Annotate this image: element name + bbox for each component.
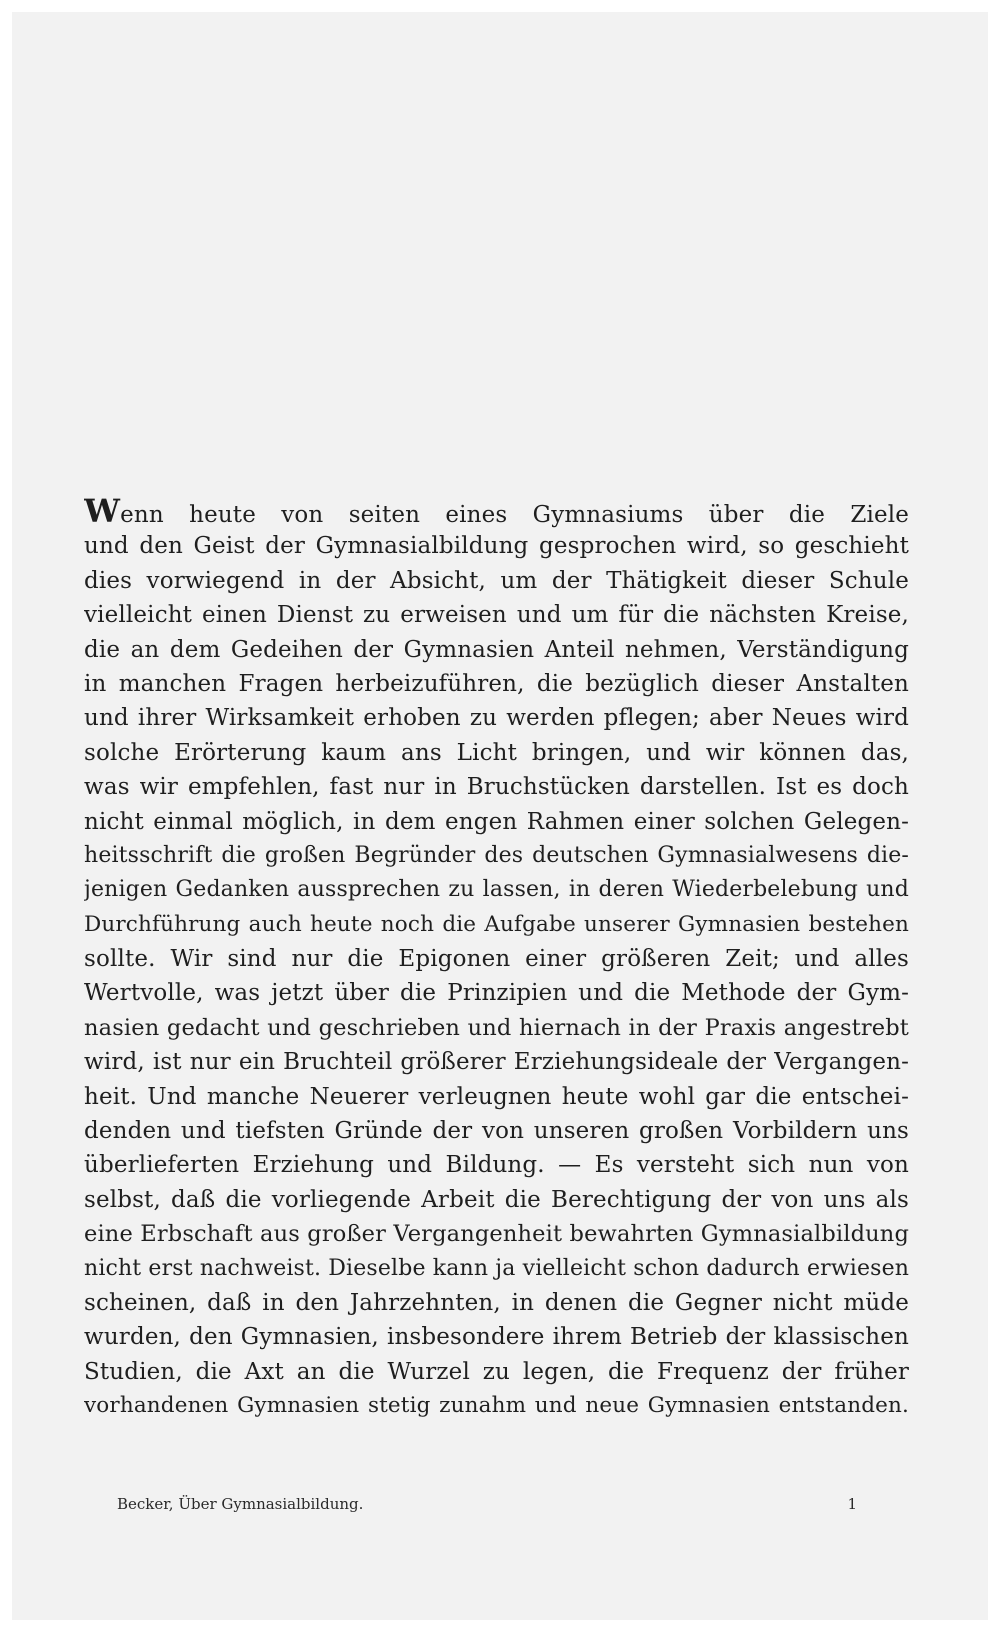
text-line: vielleicht einen Dienst zu erweisen und um für die nächsten Kreise, (84, 602, 909, 629)
text-line: Wertvolle, was jetzt über die Prinzipien und die Methode der Gym- (84, 980, 909, 1007)
text-line: wird, ist nur ein Bruchteil größerer Erziehungsideale der Vergangen- (84, 1049, 909, 1076)
document-page (12, 12, 988, 1620)
text-line: solche Erörterung kaum ans Licht bringen, und wir können das, (84, 739, 909, 766)
signature-mark: Becker, Über Gymnasialbildung. (117, 1495, 364, 1513)
text-line: eine Erbschaft aus großer Vergangenheit bewahrten Gymnasialbildung (84, 1221, 909, 1248)
text-line: heit. Und manche Neuerer verleugnen heute wohl gar die entschei- (84, 1083, 909, 1110)
text-line: jenigen Gedanken aussprechen zu lassen, in deren Wiederbelebung und (84, 877, 909, 903)
text-line: vorhandenen Gymnasien stetig zunahm und neue Gymnasien entstanden. (84, 1393, 909, 1419)
text-line: die an dem Gedeihen der Gymnasien Anteil nehmen, Verständigung (84, 636, 909, 663)
text-line: wurden, den Gymnasien, insbesondere ihrem Betrieb der klassischen (84, 1324, 909, 1351)
text-line: denden und tiefsten Gründe der von unseren großen Vorbildern uns (84, 1118, 909, 1145)
text-line: selbst, daß die vorliegende Arbeit die Berechtigung der von uns als (84, 1186, 909, 1213)
text-line: in manchen Fragen herbeizuführen, die bezüglich dieser Anstalten (84, 670, 909, 697)
text-line: was wir empfehlen, fast nur in Bruchstücken darstellen. Ist es doch (84, 774, 909, 801)
text-line: Durchführung auch heute noch die Aufgabe unserer Gymnasien bestehen (84, 911, 909, 937)
text-line: überlieferten Erziehung und Bildung. — Es versteht sich nun von (84, 1152, 909, 1179)
text-line: und den Geist der Gymnasialbildung gesprochen wird, so geschieht (84, 533, 909, 560)
text-line: nicht einmal möglich, in dem engen Rahmen einer solchen Gelegen- (84, 808, 909, 835)
text-line: nicht erst nachweist. Dieselbe kann ja vielleicht schon dadurch erwiesen (84, 1255, 909, 1281)
text-line: dies vorwiegend in der Absicht, um der Thätigkeit dieser Schule (84, 567, 909, 594)
body-text (84, 495, 909, 1424)
text-line: Studien, die Axt an die Wurzel zu legen, die Frequenz der früher (84, 1358, 909, 1385)
text-line: Wenn heute von seiten eines Gymnasiums über die Ziele (84, 495, 909, 529)
text-line: nasien gedacht und geschrieben und hiernach in der Praxis angestrebt (84, 1014, 909, 1041)
text-line: scheinen, daß in den Jahrzehnten, in denen die Gegner nicht müde (84, 1289, 909, 1316)
initial-letter: W (84, 495, 121, 530)
text-line: heitsschrift die großen Begründer des deutschen Gymnasialwesens die- (84, 842, 909, 868)
page-number: 1 (847, 1495, 857, 1513)
text-line: und ihrer Wirksamkeit erhoben zu werden pflegen; aber Neues wird (84, 705, 909, 732)
text-line: sollte. Wir sind nur die Epigonen einer größeren Zeit; und alles (84, 946, 909, 973)
